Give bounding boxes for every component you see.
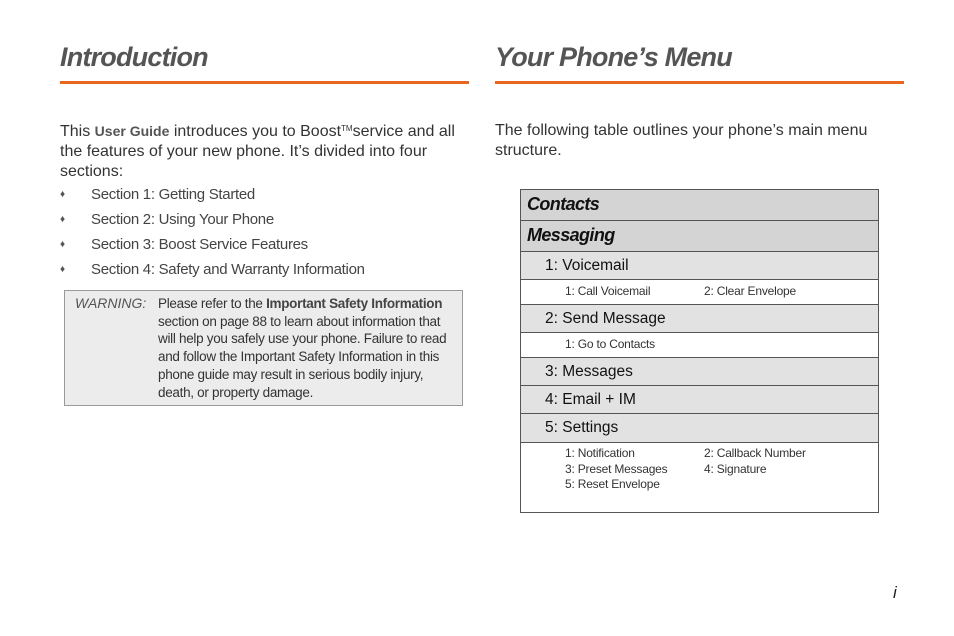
warning-post: section on page 88 to learn about information that will help you safely use your phone. Failure to read and follow the Important Safety Information in this phone guide may result in serious bodily injury, death, or property damage. [158,313,447,400]
menu-label: 4: Email + IM [545,391,636,408]
submenu-item: 1: Go to Contacts [565,337,655,351]
menu-row-messages [521,358,878,386]
menu-label: 1: Voicemail [545,257,629,274]
section-label: Section 2: Using Your Phone [91,211,274,228]
section-label: Section 3: Boost Service Features [91,236,308,253]
menu-table [520,189,879,513]
menu-label: 2: Send Message [545,310,666,327]
section-label: Section 1: Getting Started [91,186,255,203]
menu-row-voicemail [521,252,878,280]
warning-bold-term: Important Safety Information [266,296,443,311]
menu-label: 5: Settings [545,419,619,436]
submenu-item: 1: Call Voicemail [565,284,651,298]
menu-subrow-settings [521,443,878,512]
introduction-rule [60,81,469,84]
warning-label: WARNING: [75,295,147,311]
menu-subrow-send-message [521,333,878,358]
menu-heading: Your Phone’s Menu [495,42,732,72]
menu-subrow-voicemail [521,280,878,305]
warning-text [158,295,458,401]
menu-row-email-im [521,386,878,414]
submenu-item: 4: Signature [704,461,767,476]
diamond-bullet-icon: ♦ [60,264,65,275]
list-item [60,185,470,210]
intro-end: service and all the features of your new phone. It’s divided into four sections: [60,123,455,180]
menu-row-settings [521,414,878,443]
section-label: Section 4: Safety and Warranty Information [91,261,365,278]
trademark-mark: TM [341,124,353,133]
list-item [60,260,470,285]
submenu-item: 2: Callback Number [704,446,806,460]
submenu-item: 3: Preset Messages [565,461,668,476]
user-guide-term: User Guide [94,123,170,139]
menu-label: Contacts [527,194,600,214]
intro-this: This [60,123,95,140]
submenu-item: 5: Reset Envelope [565,477,660,491]
list-item [60,210,470,235]
intro-mid: introduces you to Boost [169,123,342,140]
diamond-bullet-icon: ♦ [60,214,65,225]
menu-label: 3: Messages [545,363,633,380]
submenu-item: 2: Clear Envelope [704,284,796,298]
introduction-paragraph [60,121,470,182]
menu-row-send-message [521,305,878,333]
menu-row-contacts [521,190,878,221]
warning-box [64,290,463,406]
page-number: i [893,583,897,602]
list-item [60,235,470,260]
sections-list [60,185,470,285]
menu-rule [495,81,904,84]
diamond-bullet-icon: ♦ [60,239,65,250]
menu-row-messaging [521,221,878,252]
menu-intro-paragraph: The following table outlines your phone’s main menu structure. [495,122,868,159]
introduction-heading: Introduction [60,42,208,72]
menu-label: Messaging [527,225,615,245]
submenu-item: 1: Notification [565,446,635,460]
diamond-bullet-icon: ♦ [60,189,65,200]
warning-pre: Please refer to the [158,296,267,311]
